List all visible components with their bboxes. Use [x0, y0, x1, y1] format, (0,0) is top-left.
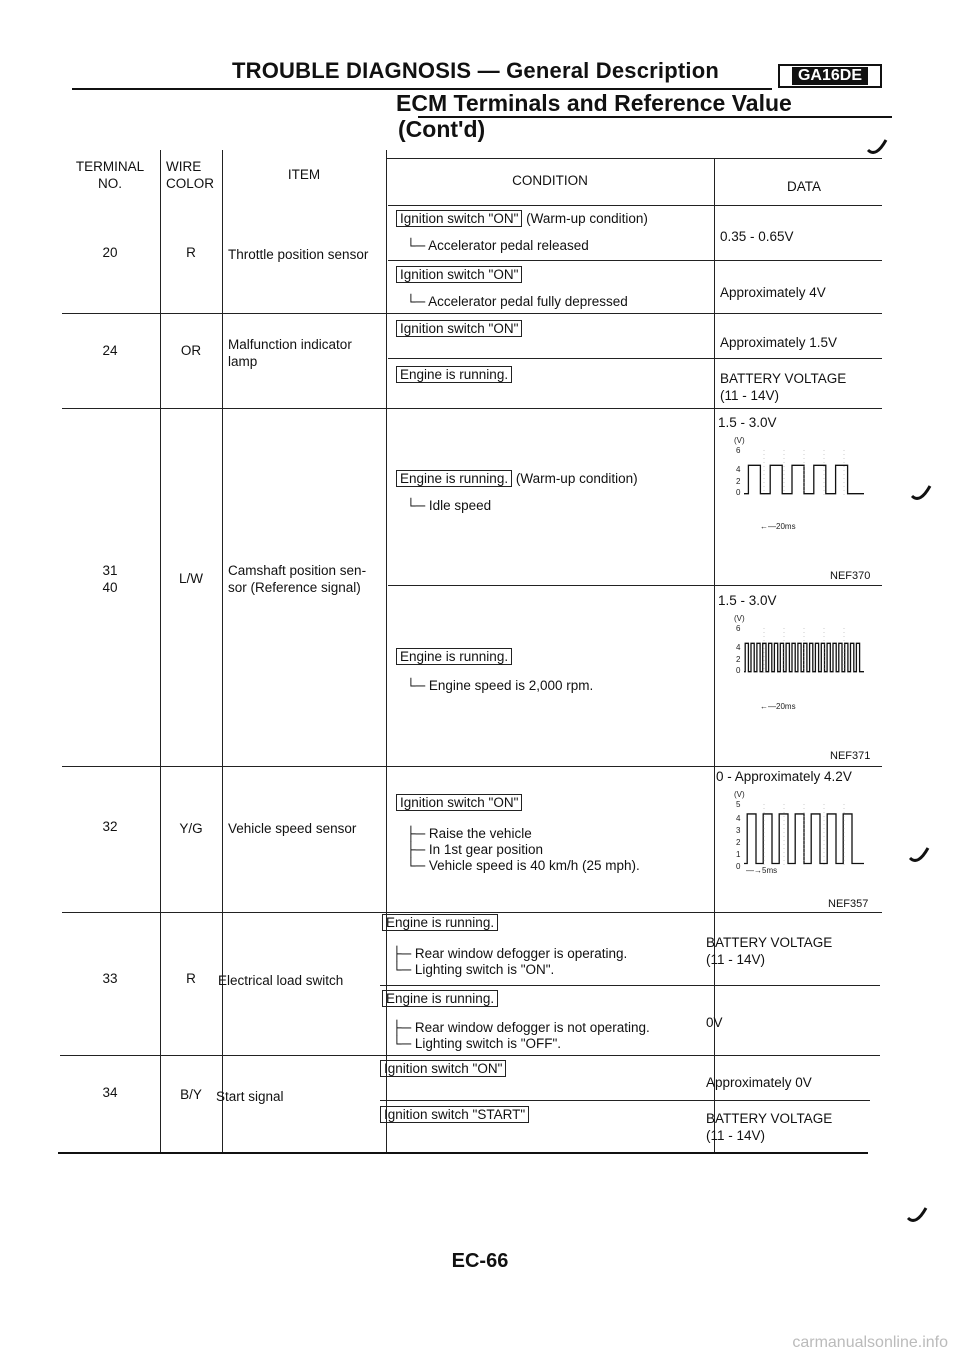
- condition-sub: └─ Vehicle speed is 40 km/h (25 mph).: [406, 858, 640, 873]
- data-value: BATTERY VOLTAGE (11 - 14V): [706, 1111, 833, 1143]
- condition-sub: └─ Accelerator pedal fully depressed: [406, 294, 628, 309]
- page-number: EC-66: [451, 1250, 509, 1272]
- col-header-terminal: TERMINAL NO.: [75, 159, 145, 191]
- waveform-trace: [744, 804, 864, 866]
- row-rule: [380, 1100, 870, 1101]
- check-mark-icon: [908, 478, 938, 508]
- tick-label: 2: [736, 838, 741, 847]
- tick-label: 2: [736, 655, 741, 664]
- condition-badge: Engine is running.: [396, 366, 512, 383]
- check-mark-icon: [906, 840, 936, 870]
- tick-label: 0: [736, 488, 741, 497]
- row-rule: [60, 1055, 880, 1056]
- condition-badge: Ignition switch "ON": [396, 794, 522, 811]
- condition-sub: └─ Idle speed: [406, 498, 492, 513]
- engine-badge-label: GA16DE: [792, 67, 868, 85]
- waveform-trace: [744, 628, 864, 674]
- condition: [396, 648, 512, 665]
- figure-code: NEF357: [828, 898, 869, 910]
- watermark: carmanualsonline.info: [792, 1334, 948, 1351]
- waveform-unit: (V): [734, 790, 745, 799]
- data-value: 0.35 - 0.65V: [720, 229, 794, 244]
- condition-sub: ├─ Rear window defogger is not operating.: [392, 1020, 650, 1035]
- tick-label: 1: [736, 850, 741, 859]
- table-bottom-rule: [58, 1152, 868, 1154]
- check-mark-icon: [864, 132, 894, 162]
- condition-badge: Engine is running.: [382, 914, 498, 931]
- item-name: Camshaft position sen- sor (Reference signal): [228, 563, 367, 595]
- row-rule: [388, 585, 882, 586]
- condition-badge: Ignition switch "START": [380, 1106, 529, 1123]
- data-value: 1.5 - 3.0V: [718, 593, 777, 608]
- condition-sub: ├─ Rear window defogger is operating.: [392, 946, 628, 961]
- time-scale: ←—20ms: [760, 522, 796, 531]
- tick-label: 3: [736, 826, 741, 835]
- waveform-unit: (V): [734, 614, 745, 623]
- waveform-line: [744, 465, 864, 493]
- tick-label: 4: [736, 814, 741, 823]
- header-bottom-rule: [388, 205, 882, 206]
- item-name: Start signal: [216, 1089, 284, 1104]
- condition-sub: └─ Accelerator pedal released: [406, 238, 589, 253]
- row-rule: [62, 912, 882, 913]
- condition: Ignition switch "ON" (Warm-up condition): [396, 210, 648, 227]
- wire-color: Y/G: [179, 821, 203, 836]
- condition-badge: Engine is running.: [382, 990, 498, 1007]
- condition-badge: Ignition switch "ON": [396, 210, 522, 227]
- tick-label: 4: [736, 465, 741, 474]
- tick-label: 6: [736, 624, 741, 633]
- waveform-vehicle-speed: [726, 790, 866, 890]
- figure-code: NEF370: [830, 570, 871, 582]
- col-header-item: ITEM: [287, 167, 321, 182]
- condition: [396, 320, 522, 337]
- item-name: Vehicle speed sensor: [228, 821, 357, 836]
- tick-label: 2: [736, 477, 741, 486]
- condition-badge: Engine is running.: [396, 470, 512, 487]
- condition: [382, 990, 498, 1007]
- condition: [382, 914, 498, 931]
- col-header-data: DATA: [786, 179, 821, 194]
- waveform-line: [744, 643, 864, 671]
- wire-color: OR: [180, 343, 202, 358]
- col-divider: [714, 158, 715, 1153]
- check-mark-icon: [904, 1200, 934, 1230]
- condition: [380, 1060, 506, 1077]
- engine-badge: [778, 64, 882, 88]
- wire-color: L/W: [178, 571, 203, 586]
- waveform-2000rpm: [726, 614, 866, 714]
- terminal-number: 33: [102, 971, 118, 986]
- terminal-number: 31 40: [102, 563, 118, 595]
- condition-sub: └─ Lighting switch is "OFF".: [392, 1036, 562, 1051]
- time-scale: —→5ms: [746, 866, 778, 875]
- wire-color: R: [186, 245, 196, 260]
- row-rule: [62, 766, 882, 767]
- condition-badge: Engine is running.: [396, 648, 512, 665]
- header-top-rule: [386, 158, 882, 159]
- tick-label: 5: [736, 800, 741, 809]
- data-value: Approximately 4V: [720, 285, 826, 300]
- item-name: Electrical load switch: [218, 973, 344, 988]
- tick-label: 4: [736, 643, 741, 652]
- condition-badge: Ignition switch "ON": [396, 266, 522, 283]
- section-title-cont: (Cont'd): [398, 116, 486, 142]
- condition: [396, 266, 522, 283]
- tick-label: 0: [736, 862, 741, 871]
- condition: [396, 794, 522, 811]
- row-rule: [62, 408, 882, 409]
- condition: [396, 366, 512, 383]
- col-divider: [222, 150, 223, 1153]
- waveform-unit: (V): [734, 436, 745, 445]
- tick-label: 6: [736, 446, 741, 455]
- time-scale: ←—20ms: [760, 702, 796, 711]
- section-title: ECM Terminals and Reference Value: [396, 90, 792, 116]
- figure-code: NEF371: [830, 750, 871, 762]
- waveform-trace: [744, 450, 864, 496]
- data-value: 0V: [706, 1015, 723, 1030]
- tick-label: 0: [736, 666, 741, 675]
- condition-badge: Ignition switch "ON": [396, 320, 522, 337]
- terminal-number: 32: [102, 819, 118, 834]
- col-divider: [160, 150, 161, 1153]
- data-value: BATTERY VOLTAGE (11 - 14V): [720, 371, 847, 403]
- item-name: Throttle position sensor: [228, 247, 369, 262]
- row-rule: [380, 985, 880, 986]
- terminal-number: 34: [102, 1085, 118, 1100]
- waveform-idle: [726, 436, 866, 536]
- row-rule: [388, 260, 882, 261]
- condition-badge: Ignition switch "ON": [380, 1060, 506, 1077]
- page-header-title: TROUBLE DIAGNOSIS — General Description: [232, 58, 719, 83]
- condition-sub: ├─ In 1st gear position: [406, 842, 543, 857]
- condition-sub: ├─ Raise the vehicle: [406, 826, 532, 841]
- item-name: Malfunction indicator lamp: [228, 337, 352, 369]
- wire-color: R: [186, 971, 196, 986]
- data-value: Approximately 0V: [706, 1075, 812, 1090]
- condition-sub: └─ Lighting switch is "ON".: [392, 962, 555, 977]
- data-value: 1.5 - 3.0V: [718, 415, 777, 430]
- condition-sub: └─ Engine speed is 2,000 rpm.: [406, 678, 594, 693]
- condition: Engine is running. (Warm-up condition): [396, 470, 638, 487]
- row-rule: [388, 358, 882, 359]
- condition: [380, 1106, 529, 1123]
- data-value: Approximately 1.5V: [720, 335, 838, 350]
- row-rule: [62, 313, 882, 314]
- terminal-number: 20: [102, 245, 118, 260]
- wire-color: B/Y: [180, 1087, 202, 1102]
- data-value: 0 - Approximately 4.2V: [716, 769, 852, 784]
- terminal-number: 24: [102, 343, 118, 358]
- col-header-wire: WIRE COLOR: [166, 159, 215, 191]
- data-value: BATTERY VOLTAGE (11 - 14V): [706, 935, 833, 967]
- col-header-condition: CONDITION: [512, 173, 588, 188]
